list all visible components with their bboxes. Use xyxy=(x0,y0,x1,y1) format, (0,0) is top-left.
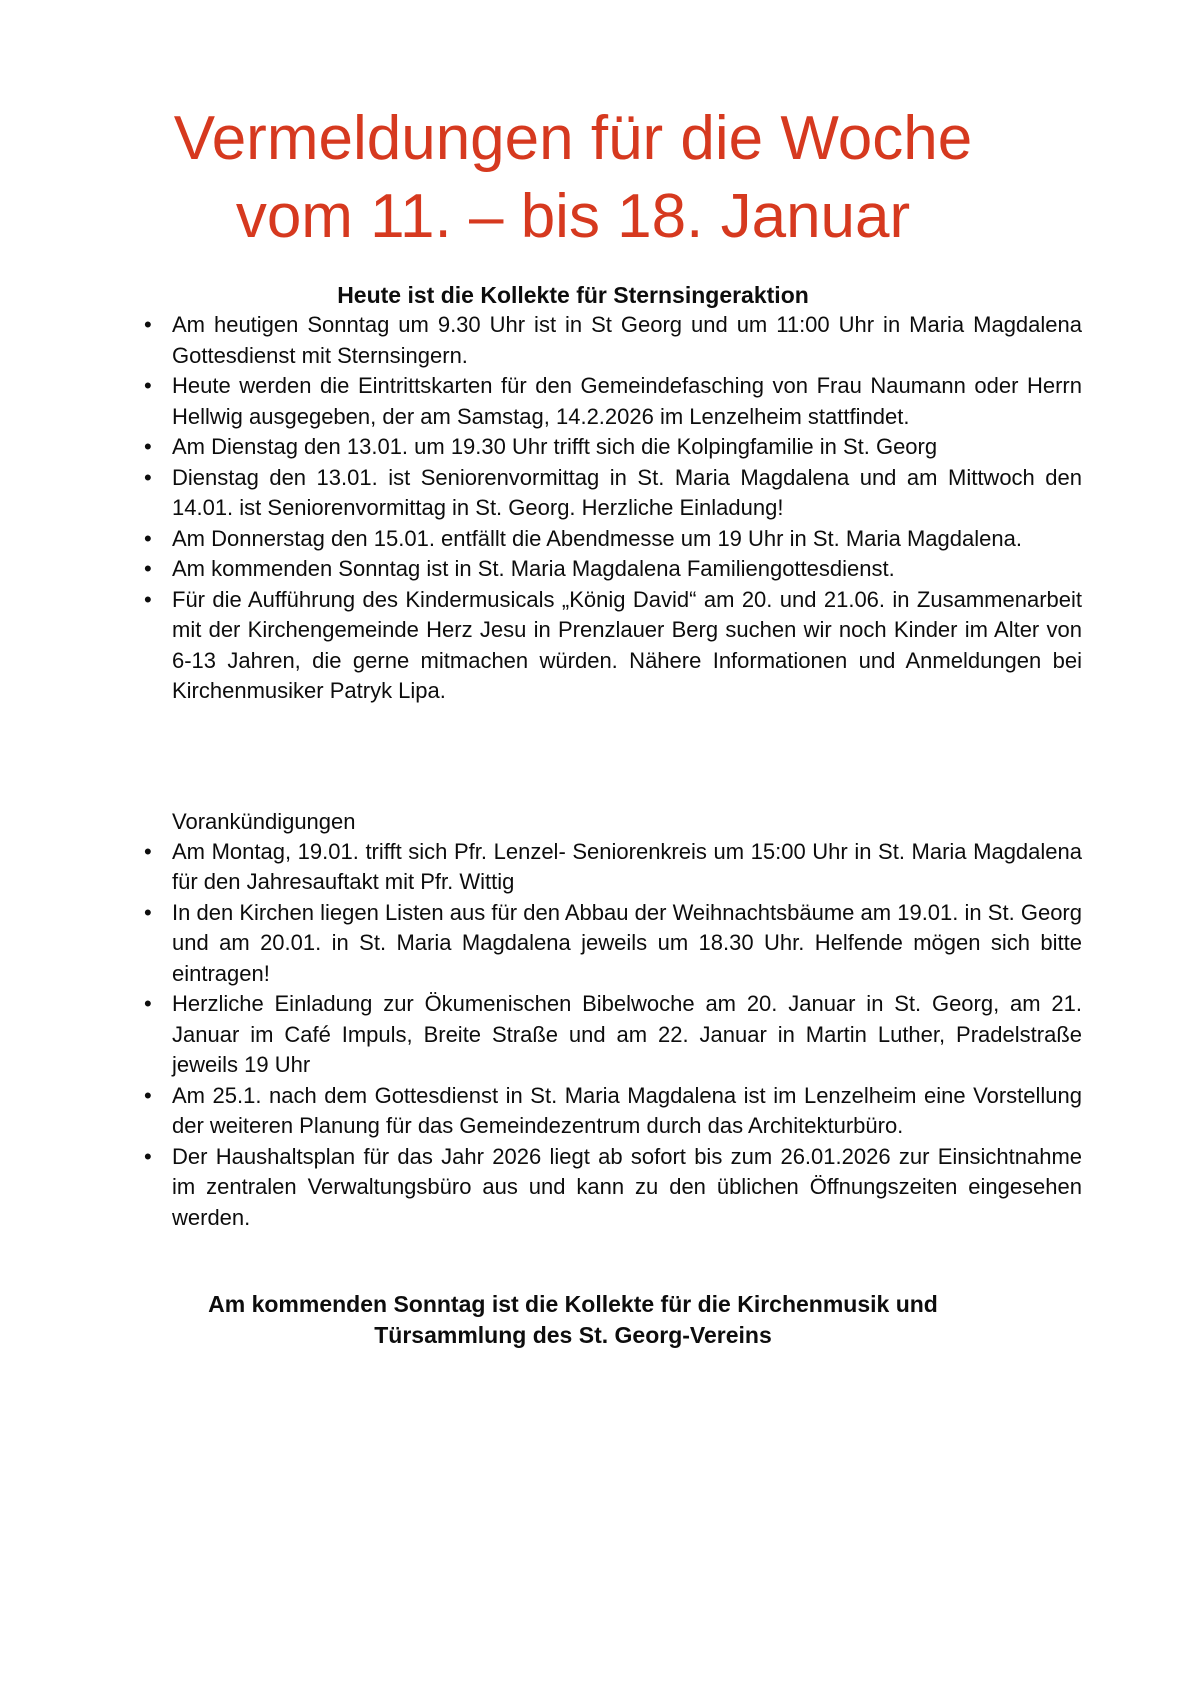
upcoming-announcements-list xyxy=(172,837,1082,1234)
bullet-item: • In den Kirchen liegen Listen aus für den Abbau der Weihnachtsbäume am 19.01. in St. Georg und am 20.01. in St. Maria Magdalena jeweils um 18.30 Uhr. Helfende mögen sich bitte eintragen! xyxy=(172,898,1082,990)
bullet-item: • Am Dienstag den 13.01. um 19.30 Uhr trifft sich die Kolpingfamilie in St. Georg xyxy=(172,432,1082,463)
document-title-line-2: vom 11. – bis 18. Januar xyxy=(235,182,911,251)
collection-notice-subtitle: Heute ist die Kollekte für Sternsingeraktion xyxy=(337,282,809,308)
document-title-line-1: Vermeldungen für die Woche xyxy=(173,104,973,173)
bullet-item: • Am heutigen Sonntag um 9.30 Uhr ist in St Georg und um 11:00 Uhr in Maria Magdalena Gottesdienst mit Sternsingern. xyxy=(172,310,1082,371)
weekly-announcements-list xyxy=(172,310,1082,707)
bullet-item: • Am Donnerstag den 15.01. entfällt die Abendmesse um 19 Uhr in St. Maria Magdalena. xyxy=(172,524,1082,555)
bullet-item: • Der Haushaltsplan für das Jahr 2026 liegt ab sofort bis zum 26.01.2026 zur Einsichtnahme im zentralen Verwaltungsbüro aus und kann zu den üblichen Öffnungszeiten eingesehen werden. xyxy=(172,1142,1082,1234)
document-title xyxy=(64,100,1082,256)
bullet-item: • Für die Aufführung des Kindermusicals „König David“ am 20. und 21.06. in Zusammenarbeit mit der Kirchengemeinde Herz Jesu in Prenzlauer Berg suchen wir noch Kinder im Alter von 6-13 Jahren, die gerne mitmachen würden. Nähere Informationen und Anmeldungen bei Kirchenmusiker Patryk Lipa. xyxy=(172,585,1082,707)
footer-line-1: Am kommenden Sonntag ist die Kollekte für die Kirchenmusik und xyxy=(208,1291,938,1317)
bullet-item: • Am Montag, 19.01. trifft sich Pfr. Lenzel- Seniorenkreis um 15:00 Uhr in St. Maria Magdalena für den Jahresauftakt mit Pfr. Wittig xyxy=(172,837,1082,898)
upcoming-section-heading: Vorankündigungen xyxy=(172,808,356,834)
bullet-item: • Heute werden die Eintrittskarten für den Gemeindefasching von Frau Naumann oder Herrn Hellwig ausgegeben, der am Samstag, 14.2.2026 im Lenzelheim stattfindet. xyxy=(172,371,1082,432)
footer-collection-notice xyxy=(64,1289,1082,1351)
bullet-item: • Am 25.1. nach dem Gottesdienst in St. Maria Magdalena ist im Lenzelheim eine Vorstellung der weiteren Planung für das Gemeindezentrum durch das Architekturbüro. xyxy=(172,1081,1082,1142)
bullet-item: • Am kommenden Sonntag ist in St. Maria Magdalena Familiengottesdienst. xyxy=(172,554,1082,585)
bullet-item: • Herzliche Einladung zur Ökumenischen Bibelwoche am 20. Januar in St. Georg, am 21. Januar im Café Impuls, Breite Straße und am 22. Januar in Martin Luther, Pradelstraße jeweils 19 Uhr xyxy=(172,989,1082,1081)
footer-line-2: Türsammlung des St. Georg-Vereins xyxy=(374,1322,772,1348)
bullet-item: • Dienstag den 13.01. ist Seniorenvormittag in St. Maria Magdalena und am Mittwoch den 14.01. ist Seniorenvormittag in St. Georg. Herzliche Einladung! xyxy=(172,463,1082,524)
